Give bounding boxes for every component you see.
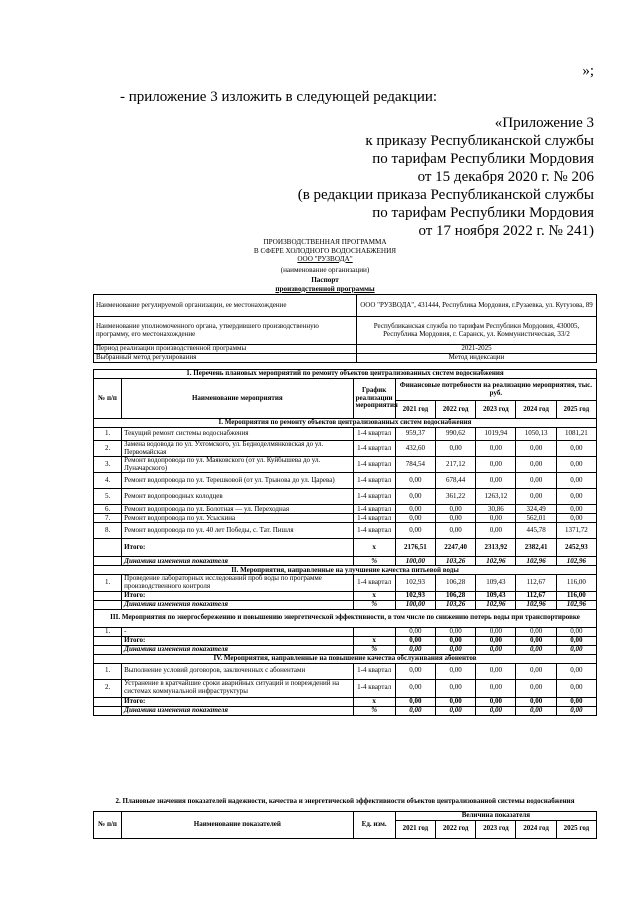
passport-title (200, 276, 450, 293)
program-subtitle: В СФЕРЕ ХОЛОДНОГО ВОДОСНАБЖЕНИЯ (253, 246, 397, 255)
value-cell: 30,86 (476, 505, 516, 514)
value-cell: 0,00 (556, 645, 596, 654)
total-row-label: Итого: (122, 697, 353, 706)
value-cell: 109,43 (476, 575, 516, 591)
row-number: 1. (94, 663, 122, 679)
total-row (94, 636, 597, 645)
value-cell: 106,28 (435, 575, 475, 591)
value-cell: 0,00 (476, 679, 516, 697)
unit-cell: x (353, 539, 395, 557)
year-header: 2025 год (556, 820, 596, 838)
value-cell: 0,00 (476, 441, 516, 457)
measure-name: Ремонт водопровода по ул. Усыскина (122, 514, 353, 523)
instruction-text: - приложение 3 изложить в следующей редакции: (120, 89, 438, 105)
value-cell: 0,00 (476, 514, 516, 523)
value-cell: 0,00 (476, 697, 516, 706)
value-cell: 1081,21 (556, 428, 596, 441)
table-row (94, 663, 597, 679)
table-title: 1. Перечень плановых мероприятий по ремонту объектов централизованных систем водоснабжения (94, 370, 597, 379)
section-title: III. Мероприятия по энергосбережению и повышению энергетической эффективности, в том числе по снижению потерь воды при транспортировке (94, 609, 597, 627)
org-caption: (наименование организации) (280, 266, 370, 274)
value-cell: 562,01 (516, 514, 556, 523)
value-cell: 116,00 (556, 591, 596, 600)
year-header: 2021 год (395, 401, 435, 419)
year-header: 2024 год (516, 401, 556, 419)
table-title-row (94, 370, 597, 379)
value-cell: 0,00 (395, 663, 435, 679)
row-number: 6. (94, 505, 122, 514)
row-number: 7. (94, 514, 122, 523)
value-cell: 0,00 (395, 514, 435, 523)
value-cell: 324,49 (516, 505, 556, 514)
value-cell: 0,00 (395, 636, 435, 645)
value-cell: 0,00 (556, 505, 596, 514)
value-cell: 102,93 (395, 575, 435, 591)
row-number: 1. (94, 575, 122, 591)
year-header: 2022 год (436, 820, 476, 838)
measure-name: Ремонт водопровода по ул. Маяковского (от ул. Куйбышева до ул. Луначарского) (122, 457, 353, 473)
table-row (94, 523, 597, 539)
dynamics-row-label: Динамика изменения показателя (122, 706, 353, 715)
value-cell: 0,00 (476, 627, 516, 636)
value-cell: 100,00 (395, 600, 435, 609)
program-header (200, 238, 450, 264)
unit-cell: x (353, 636, 395, 645)
measure-name: Ремонт водопроводных колодцев (122, 489, 353, 505)
value-cell: 2247,40 (435, 539, 475, 557)
section-title: II. Мероприятия, направленные на улучшение качества питьевой воды (94, 566, 597, 575)
value-cell: 0,00 (556, 489, 596, 505)
value-cell: 112,67 (516, 575, 556, 591)
empty-cell (94, 539, 122, 557)
value-cell: 0,00 (556, 627, 596, 636)
passport-subtitle-line: производственной программы (275, 284, 375, 293)
value-cell: 1050,13 (516, 428, 556, 441)
value-cell: 0,00 (395, 473, 435, 489)
value-cell: 102,96 (476, 600, 516, 609)
passport-value: Республиканская служба по тарифам Республики Мордовия, 430005, Республика Мордовия, г. Саранск, ул. Коммунистическая, 33/2 (357, 317, 597, 345)
col-unit-header: Ед. изм. (353, 811, 395, 838)
appendix-line: к приказу Республиканской службы (365, 133, 594, 149)
value-cell: 361,22 (435, 489, 475, 505)
dynamics-row (94, 557, 597, 566)
value-cell: 1263,12 (476, 489, 516, 505)
passport-row (94, 295, 597, 317)
value-cell: 0,00 (516, 441, 556, 457)
passport-label: Наименование регулируемой организации, ее местонахождение (94, 295, 357, 317)
appendix-line: (в редакции приказа Республиканской службы (297, 187, 594, 203)
value-cell: 0,00 (395, 645, 435, 654)
table-row (94, 575, 597, 591)
schedule: 1-4 квартал (353, 441, 395, 457)
dynamics-row (94, 600, 597, 609)
table-row (94, 679, 597, 697)
value-cell: 102,93 (395, 591, 435, 600)
value-cell: 0,00 (395, 627, 435, 636)
total-row (94, 591, 597, 600)
row-number: 5. (94, 489, 122, 505)
passport-value: ООО "РУЗВОДА", 431444, Республика Мордовия, г.Рузаевка, ул. Кутузова, 89 (357, 295, 597, 317)
value-cell: 102,96 (476, 557, 516, 566)
value-cell: 0,00 (395, 489, 435, 505)
value-cell: 0,00 (435, 663, 475, 679)
value-cell: 0,00 (556, 514, 596, 523)
appendix-line: от 15 декабря 2020 г. № 206 (417, 169, 594, 185)
value-cell: 445,78 (516, 523, 556, 539)
col-value-header: Величина показателя (395, 811, 596, 820)
schedule: 1-4 квартал (353, 523, 395, 539)
value-cell: 0,00 (516, 473, 556, 489)
value-cell: 217,12 (435, 457, 475, 473)
value-cell: 2382,41 (516, 539, 556, 557)
dynamics-row-label: Динамика изменения показателя (122, 557, 353, 566)
section-title-row (94, 654, 597, 663)
measure-name: Выполнение условий договоров, заключенных с абонентами (122, 663, 353, 679)
passport-row (94, 345, 597, 354)
value-cell: 0,00 (516, 645, 556, 654)
value-cell: 0,00 (395, 706, 435, 715)
value-cell: 2313,92 (476, 539, 516, 557)
year-header: 2024 год (516, 820, 556, 838)
schedule: 1-4 квартал (353, 663, 395, 679)
header-row (94, 379, 597, 401)
schedule (353, 627, 395, 636)
value-cell: 103,26 (435, 557, 475, 566)
measures-table (93, 369, 597, 716)
schedule: 1-4 квартал (353, 473, 395, 489)
value-cell: 0,00 (435, 679, 475, 697)
measures-body (94, 419, 597, 716)
value-cell: 0,00 (435, 706, 475, 715)
value-cell: 0,00 (476, 473, 516, 489)
appendix-line: по тарифам Республики Мордовия (372, 205, 594, 221)
schedule: 1-4 квартал (353, 489, 395, 505)
passport-row (94, 317, 597, 345)
indicators-table (93, 793, 597, 839)
appendix-line: от 17 ноября 2022 г. № 241) (418, 223, 594, 239)
row-number: 3. (94, 457, 122, 473)
schedule: 1-4 квартал (353, 575, 395, 591)
appendix-header (298, 114, 594, 240)
row-number: 1. (94, 428, 122, 441)
col-num-header: № п/п (94, 811, 122, 838)
passport-label: Период реализации производственной программы (94, 345, 357, 354)
value-cell: 0,00 (435, 441, 475, 457)
passport-table (93, 294, 597, 363)
value-cell: 0,00 (476, 645, 516, 654)
unit-cell: x (353, 591, 395, 600)
measure-name: Ремонт водопровода по ул. Терешковой (от ул. Трынова до ул. Царева) (122, 473, 353, 489)
passport-label: Выбранный метод регулирования (94, 354, 357, 363)
value-cell: 102,96 (556, 600, 596, 609)
value-cell: 0,00 (476, 663, 516, 679)
table-row (94, 627, 597, 636)
col-schedule-header: График реализации мероприятия (353, 379, 395, 419)
value-cell: 0,00 (476, 636, 516, 645)
value-cell: 102,96 (516, 557, 556, 566)
value-cell: 0,00 (476, 523, 516, 539)
value-cell: 0,00 (395, 505, 435, 514)
total-row (94, 697, 597, 706)
unit-cell: % (353, 645, 395, 654)
dynamics-row-label: Динамика изменения показателя (122, 600, 353, 609)
section-title: I. Мероприятия по ремонту объектов централизованных систем водоснабжения (94, 419, 597, 428)
value-cell: 0,00 (395, 523, 435, 539)
measure-name: Замена водовода по ул. Ухтомского, ул. Бедноделмянковская до ул. Первомайская (122, 441, 353, 457)
value-cell: 116,00 (556, 575, 596, 591)
row-number: 8. (94, 523, 122, 539)
empty-cell (94, 645, 122, 654)
value-cell: 0,00 (516, 679, 556, 697)
measure-name: Проведение лабораторных исследований проб воды по программе производственного контроля (122, 575, 353, 591)
org-name: ООО "РУЗВОДА" (297, 255, 353, 263)
value-cell: 0,00 (516, 457, 556, 473)
value-cell: 959,37 (395, 428, 435, 441)
value-cell: 0,00 (435, 627, 475, 636)
table-row (94, 457, 597, 473)
value-cell: 0,00 (435, 645, 475, 654)
dynamics-row (94, 706, 597, 715)
value-cell: 1371,72 (556, 523, 596, 539)
year-header: 2025 год (556, 401, 596, 419)
table-title-row (94, 793, 597, 811)
year-header: 2022 год (435, 401, 475, 419)
appendix-line: по тарифам Республики Мордовия (372, 151, 594, 167)
col-name-header: Наименование показателей (122, 811, 353, 838)
year-header: 2023 год (476, 401, 516, 419)
passport-label: Наименование уполномоченного органа, утвердившего производственную программу, его местонахождение (94, 317, 357, 345)
schedule: 1-4 квартал (353, 428, 395, 441)
empty-cell (94, 557, 122, 566)
value-cell: 103,26 (435, 600, 475, 609)
row-number: 4. (94, 473, 122, 489)
table-row (94, 428, 597, 441)
value-cell: 0,00 (556, 441, 596, 457)
value-cell: 0,00 (435, 697, 475, 706)
schedule: 1-4 квартал (353, 514, 395, 523)
value-cell: 109,43 (476, 591, 516, 600)
passport-row (94, 354, 597, 363)
value-cell: 0,00 (435, 636, 475, 645)
passport-value: 2021-2025 (357, 345, 597, 354)
col-num-header: № п/п (94, 379, 122, 419)
value-cell: 112,67 (516, 591, 556, 600)
dynamics-row (94, 645, 597, 654)
value-cell: 0,00 (395, 679, 435, 697)
value-cell: 784,54 (395, 457, 435, 473)
passport-title-line: Паспорт (311, 276, 339, 284)
value-cell: 2452,93 (556, 539, 596, 557)
row-number: 2. (94, 679, 122, 697)
section-title-row (94, 609, 597, 627)
table-row (94, 489, 597, 505)
value-cell: 0,00 (556, 679, 596, 697)
passport-value: Метод индексации (357, 354, 597, 363)
appendix-line: «Приложение 3 (494, 115, 594, 131)
value-cell: 0,00 (476, 706, 516, 715)
schedule: 1-4 квартал (353, 679, 395, 697)
table-title: 2. Плановые значения показателей надежности, качества и энергетической эффективности объектов централизованной системы водоснабжения (115, 796, 575, 805)
value-cell: 0,00 (516, 489, 556, 505)
col-finance-header: Финансовые потребности на реализацию мероприятия, тыс. руб. (395, 379, 596, 401)
value-cell: 0,00 (556, 663, 596, 679)
empty-cell (94, 591, 122, 600)
value-cell: 100,00 (395, 557, 435, 566)
value-cell: 0,00 (556, 706, 596, 715)
measure-name: Устранение в кратчайшие сроки аварийных ситуаций и повреждений на системах коммунальной инфраструктуры (122, 679, 353, 697)
value-cell: 0,00 (516, 627, 556, 636)
value-cell: 0,00 (516, 663, 556, 679)
dynamics-row-label: Динамика изменения показателя (122, 645, 353, 654)
value-cell: 0,00 (556, 697, 596, 706)
closing-quote: »; (582, 63, 594, 79)
value-cell: 990,62 (435, 428, 475, 441)
value-cell: 0,00 (556, 473, 596, 489)
value-cell: 0,00 (556, 636, 596, 645)
section-title: IV. Мероприятия, направленные на повышение качества обслуживания абонентов (94, 654, 597, 663)
empty-cell (94, 636, 122, 645)
table-row (94, 514, 597, 523)
value-cell: 106,28 (435, 591, 475, 600)
value-cell: 0,00 (556, 457, 596, 473)
unit-cell: % (353, 557, 395, 566)
table-row (94, 441, 597, 457)
total-row-label: Итого: (122, 591, 353, 600)
value-cell: 0,00 (435, 514, 475, 523)
value-cell: 2176,51 (395, 539, 435, 557)
value-cell: 0,00 (516, 697, 556, 706)
col-name-header: Наименование мероприятия (122, 379, 353, 419)
value-cell: 102,96 (516, 600, 556, 609)
empty-cell (94, 706, 122, 715)
unit-cell: % (353, 600, 395, 609)
schedule: 1-4 квартал (353, 457, 395, 473)
unit-cell: x (353, 697, 395, 706)
value-cell: 0,00 (435, 523, 475, 539)
unit-cell: % (353, 706, 395, 715)
measure-name: - (122, 627, 353, 636)
measure-name: Текущий ремонт системы водоснабжения (122, 428, 353, 441)
table-row (94, 473, 597, 489)
value-cell: 1019,94 (476, 428, 516, 441)
value-cell: 0,00 (435, 505, 475, 514)
value-cell: 432,60 (395, 441, 435, 457)
total-row (94, 539, 597, 557)
table-row (94, 505, 597, 514)
total-row-label: Итого: (122, 636, 353, 645)
value-cell: 0,00 (516, 636, 556, 645)
year-header: 2021 год (395, 820, 435, 838)
row-number: 2. (94, 441, 122, 457)
schedule: 1-4 квартал (353, 505, 395, 514)
value-cell: 0,00 (476, 457, 516, 473)
row-number: 1. (94, 627, 122, 636)
section-title-row (94, 419, 597, 428)
header-row (94, 811, 597, 820)
measure-name: Ремонт водопровода по ул. 40 лет Победы, с. Тат. Пишля (122, 523, 353, 539)
program-title: ПРОИЗВОДСТВЕННАЯ ПРОГРАММА (263, 238, 387, 246)
value-cell: 0,00 (395, 697, 435, 706)
value-cell: 0,00 (516, 706, 556, 715)
total-row-label: Итого: (122, 539, 353, 557)
value-cell: 678,44 (435, 473, 475, 489)
empty-cell (94, 697, 122, 706)
value-cell: 102,96 (556, 557, 596, 566)
year-header: 2023 год (476, 820, 516, 838)
measure-name: Ремонт водопровода по ул. Болотная — ул. Переходная (122, 505, 353, 514)
empty-cell (94, 600, 122, 609)
